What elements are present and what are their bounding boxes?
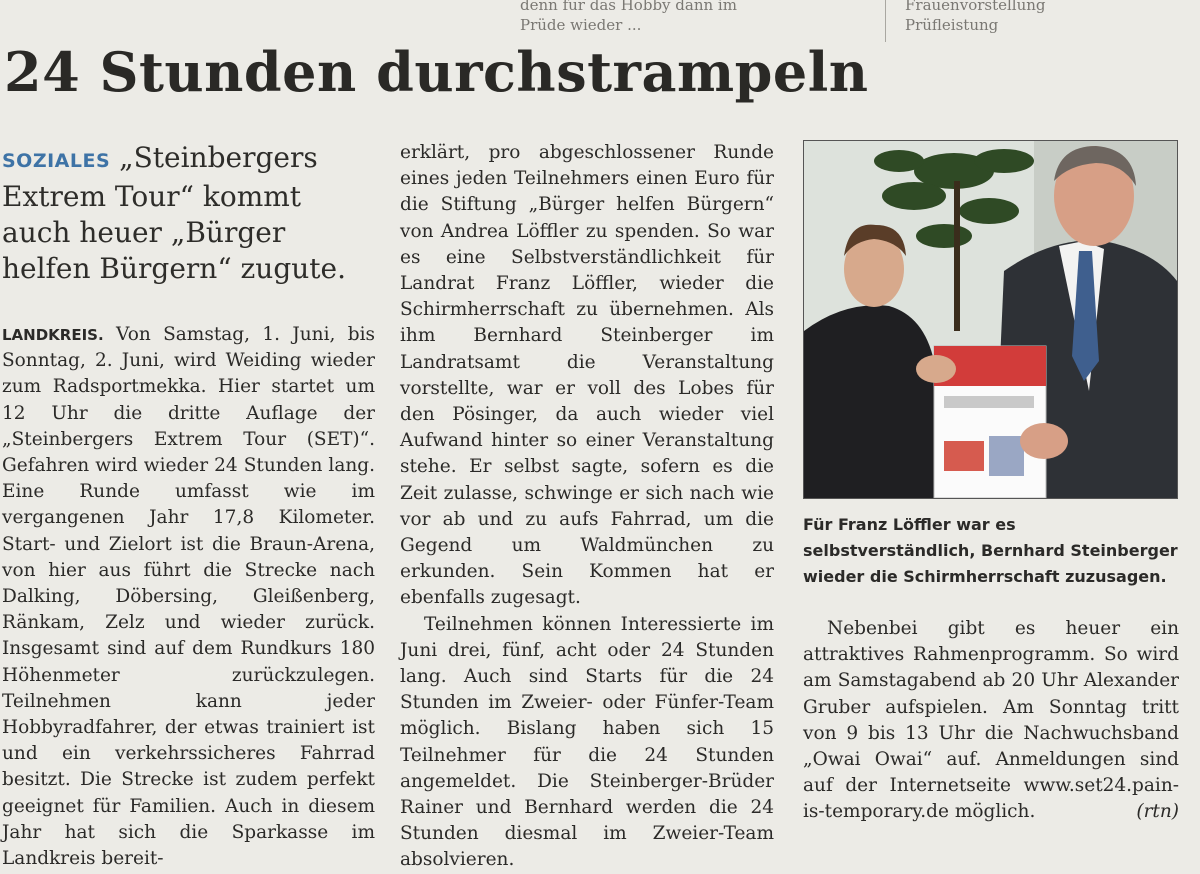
adjacent-article-remnant xyxy=(0,0,1200,42)
body-text: Nebenbei gibt es heuer ein attraktives Rahmenprogramm. So wird am Samstagabend ab 20 Uhr Alexander Gruber aufspielen. Am Sonntag tritt von 9 bis 13 Uhr die Nachwuchsband „Owai Owai“ auf. Anmeldungen sind auf der Internetseite www.set24.pain-is-temporary.de möglich. xyxy=(803,618,1179,823)
lead-text: „Steinbergers Extrem Tour“ kommt auch heuer „Bürger helfen Bürgern“ zugute. xyxy=(2,141,347,285)
body-paragraph xyxy=(2,322,375,872)
press-photo xyxy=(803,140,1178,499)
column-3 xyxy=(803,616,1179,826)
body-paragraph: erklärt, pro abgeschlossener Runde eines jeden Teilnehmers einen Euro für die Stiftung „Bürger helfen Bürgern“ von Andrea Löffler zu spenden. So war es eine Selbstverständlichkeit für Landrat Franz Löffler, wieder die Schirmherrschaft zu übernehmen. Als ihm Bernhard Steinberger im Landratsamt die Veranstaltung vorstellte, war er voll des Lobes für den Pösinger, da auch wieder viel Aufwand hinter so einer Veranstaltung stehe. Er selbst sagte, sofern es die Zeit zulasse, schwinge er sich nach wie vor ab und zu aufs Fahrrad, um die Gegend um Waldmünchen zu erkunden. Sein Kommen hat er ebenfalls zugesagt. xyxy=(400,142,774,609)
remnant-text: denn für das Hobby dann im xyxy=(520,0,737,14)
body-paragraph xyxy=(803,616,1179,826)
headline: 24 Stunden durchstrampeln xyxy=(4,40,869,104)
photo-illustration xyxy=(804,141,1177,498)
remnant-text: Prüde wieder ... xyxy=(520,16,642,34)
dateline: LANDKREIS. xyxy=(2,326,104,344)
kicker: SOZIALES xyxy=(2,150,111,172)
remnant-text: Frauenvorstellung xyxy=(905,0,1046,14)
column-2 xyxy=(400,140,774,874)
column-1 xyxy=(2,322,375,872)
author-signature: (rtn) xyxy=(1136,801,1179,823)
photo-caption: Für Franz Löffler war es selbstverständlich, Bernhard Steinberger wieder die Schirmherrschaft zuzusagen. xyxy=(803,515,1178,586)
lead-paragraph xyxy=(2,140,347,287)
body-text: Von Samstag, 1. Juni, bis Sonntag, 2. Juni, wird Weiding wieder zum Radsportmekka. Hier startet um 12 Uhr die dritte Auflage der „Steinbergers Extrem Tour (SET)“. Gefahren wird wieder 24 Stunden lang. Eine Runde umfasst wie im vergangenen Jahr 17,8 Kilometer. Start- und Zielort ist die Braun-Arena, von hier aus führt die Strecke nach Dalking, Döbersing, Gleißenberg, Ränkam, Zelz und wieder zurück. Insgesamt sind auf dem Rundkurs 180 Höhenmeter zurückzulegen. Teilnehmen kann jeder Hobbyradfahrer, der etwas trainiert ist und ein verkehrssicheres Fahrrad besitzt. Die Strecke ist zudem perfekt geeignet für Familien. Auch in diesem Jahr hat sich die Sparkasse im Landkreis bereit- xyxy=(2,324,375,870)
column-rule xyxy=(885,0,886,42)
remnant-text: Prüfleistung xyxy=(905,16,999,34)
body-paragraph: Teilnehmen können Interessierte im Juni drei, fünf, acht oder 24 Stunden lang. Auch sind Starts für die 24 Stunden im Zweier- oder Fünfer-Team möglich. Bislang haben sich 15 Teilnehmer für die 24 Stunden angemeldet. Die Steinberger-Brüder Rainer und Bernhard werden die 24 Stunden diesmal im Zweier-Team absolvieren. xyxy=(400,613,774,871)
